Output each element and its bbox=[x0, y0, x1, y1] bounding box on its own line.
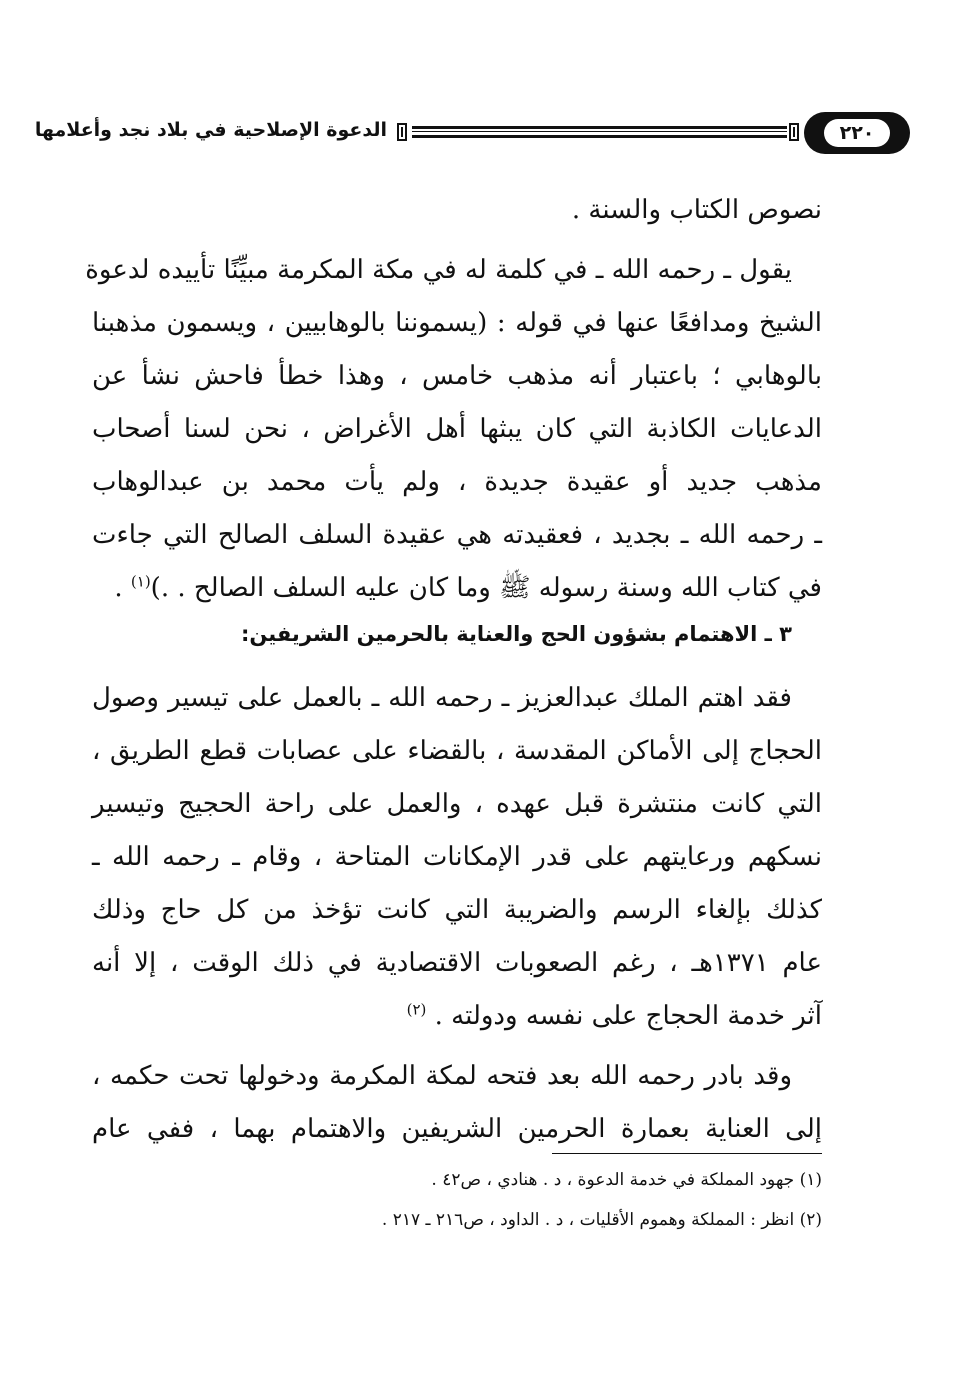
text-line: وقد بادر رحمه الله بعد فتحه لمكة المكرمة ودخولها تحت حكمه ، bbox=[92, 1061, 792, 1091]
footnote-separator bbox=[552, 1153, 822, 1154]
paragraph-hajj bbox=[92, 672, 822, 1043]
paragraph-quote bbox=[85, 244, 822, 615]
header-double-rule bbox=[412, 126, 787, 138]
paragraph-continuation bbox=[92, 184, 822, 237]
text-line: نسكهم ورعايتهم على قدر الإمكانات المتاحة ، وقام ـ رحمه الله ـ bbox=[92, 842, 822, 872]
footnote: (١) جهود المملكة في خدمة الدعوة ، د . هنادي ، ص٤٢ . bbox=[431, 1170, 822, 1190]
text-line: فقد اهتم الملك عبدالعزيز ـ رحمه الله ـ بالعمل على تيسير وصول bbox=[92, 683, 792, 713]
text-line bbox=[92, 990, 822, 1043]
page-number: ٢٢٠ bbox=[824, 119, 890, 147]
header-bracket-ornament bbox=[397, 123, 407, 141]
text-line: يقول ـ رحمه الله ـ في كلمة له في مكة المكرمة مبيِّنًا تأييده لدعوة bbox=[85, 255, 792, 285]
running-header bbox=[34, 112, 875, 154]
page-number-badge bbox=[804, 112, 910, 154]
footnote-reference: (١) bbox=[130, 572, 151, 591]
text-line: ـ رحمه الله ـ بجديد ، فعقيدته هي عقيدة السلف الصالح التي جاءت bbox=[92, 520, 822, 550]
paragraph-haramain bbox=[92, 1050, 822, 1156]
running-header-title: الدعوة الإصلاحية في بلاد نجد وأعلامها bbox=[34, 119, 387, 141]
text-run: آثر خدمة الحجاج على نفسه ودولته . bbox=[434, 1001, 822, 1031]
header-bracket-ornament bbox=[789, 123, 799, 141]
text-line bbox=[92, 562, 822, 615]
text-line: نصوص الكتاب والسنة . bbox=[571, 195, 822, 225]
text-line: التي كانت منتشرة قبل عهده ، والعمل على راحة الحجيج وتيسير bbox=[92, 789, 822, 819]
text-line: الشيخ ومدافعًا عنها في قوله : (يسموننا بالوهابيين ، ويسمون مذهبنا bbox=[92, 308, 822, 338]
footnotes bbox=[92, 1160, 822, 1240]
footnote-reference: (٢) bbox=[406, 1000, 427, 1019]
section-heading: ٣ ـ الاهتمام بشؤون الحج والعناية بالحرمين الشريفين: bbox=[240, 622, 792, 646]
text-line: عام ١٣٧١هـ ، رغم الصعوبات الاقتصادية في ذلك الوقت ، إلا أنه bbox=[92, 948, 822, 978]
text-run: في كتاب الله وسنة رسوله ﷺ وما كان عليه السلف الصالح . .) bbox=[150, 573, 822, 603]
text-line: الحجاج إلى الأماكن المقدسة ، بالقضاء على عصابات قطع الطريق ، bbox=[92, 736, 822, 766]
text-line: كذلك بإلغاء الرسم والضريبة التي كانت تؤخذ من كل حاج وذلك bbox=[92, 895, 822, 925]
text-line: مذهب جديد أو عقيدة جديدة ، ولم يأت محمد بن عبدالوهاب bbox=[92, 467, 822, 497]
footnote: (٢) انظر : المملكة وهموم الأقليات ، د . الداود ، ص٢١٦ ـ ٢١٧ . bbox=[381, 1210, 822, 1230]
text-run: . bbox=[114, 573, 131, 603]
text-line: بالوهابي ؛ باعتبار أنه مذهب خامس ، وهذا خطأ فاحش نشأ عن bbox=[92, 361, 822, 391]
text-line: إلى العناية بعمارة الحرمين الشريفين والاهتمام بهما ، ففي عام bbox=[92, 1114, 822, 1144]
text-line: الدعايات الكاذبة التي كان يبثها أهل الأغراض ، نحن لسنا أصحاب bbox=[92, 414, 822, 444]
